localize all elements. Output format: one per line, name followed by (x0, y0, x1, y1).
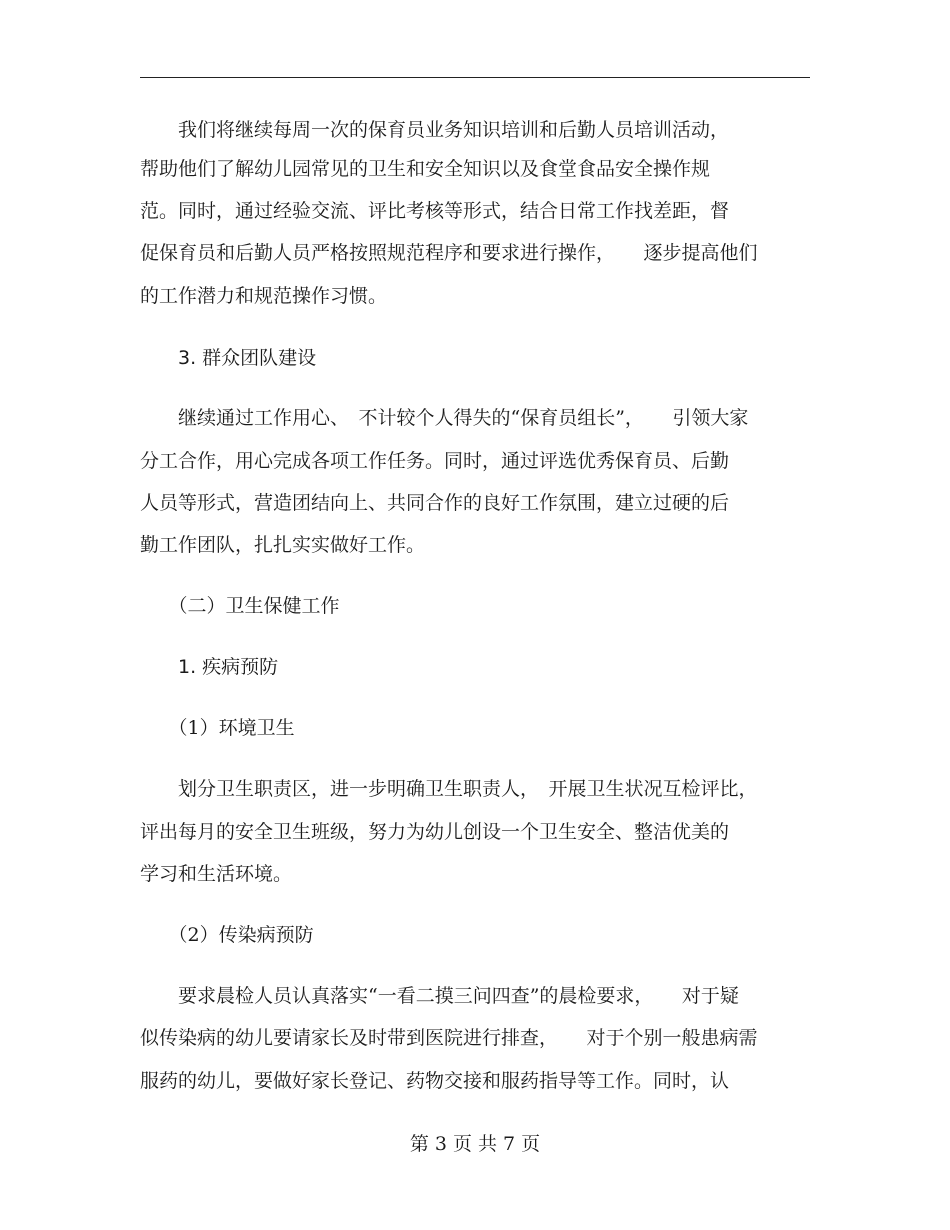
paragraph-line: 勤工作团队，扎扎实实做好工作。 (140, 534, 426, 556)
paragraph-line: 要求晨检人员认真落实“一看二摸三问四查”的晨检要求， 对于疑 (140, 985, 739, 1007)
paragraph-line: 分工合作，用心完成各项工作任务。同时，通过评选优秀保育员、后勤 (140, 450, 730, 472)
paragraph-line: 评出每月的安全卫生班级，努力为幼儿创设一个卫生安全、整洁优美的 (140, 821, 730, 843)
paragraph-line: 服药的幼儿，要做好家长登记、药物交接和服药指导等工作。同时，认 (140, 1070, 730, 1092)
paragraph-line: 学习和生活环境。 (140, 863, 293, 885)
header-rule (140, 77, 810, 78)
paragraph-line: 我们将继续每周一次的保育员业务知识培训和后勤人员培训活动， (140, 119, 730, 141)
paragraph-line: 划分卫生职责区，进一步明确卫生职责人， 开展卫生状况互检评比， (140, 778, 758, 800)
subsection-heading-infection: （2）传染病预防 (140, 924, 314, 946)
paragraph-line: 促保育员和后勤人员严格按照规范程序和要求进行操作， 逐步提高他们 (140, 242, 758, 264)
subsection-heading-disease: 1. 疾病预防 (140, 656, 279, 678)
section-heading-team: 3. 群众团队建设 (140, 347, 317, 369)
paragraph-line: 帮助他们了解幼儿园常见的卫生和安全知识以及食堂食品安全操作规 (140, 158, 711, 180)
paragraph-line: 似传染病的幼儿要请家长及时带到医院进行排查， 对于个别一般患病需 (140, 1027, 758, 1049)
page-footer: 第 3 页 共 7 页 (409, 1133, 541, 1155)
paragraph-line: 范。同时，通过经验交流、评比考核等形式，结合日常工作找差距，督 (140, 200, 730, 222)
paragraph-line: 继续通过工作用心、 不计较个人得失的“保育员组长”， 引领大家 (140, 407, 749, 429)
paragraph-line: 的工作潜力和规范操作习惯。 (140, 285, 388, 307)
subsection-heading-environment: （1）环境卫生 (140, 717, 295, 739)
section-heading-health: （二）卫生保健工作 (140, 595, 340, 617)
paragraph-line: 人员等形式，营造团结向上、共同合作的良好工作氛围，建立过硬的后 (140, 492, 730, 514)
